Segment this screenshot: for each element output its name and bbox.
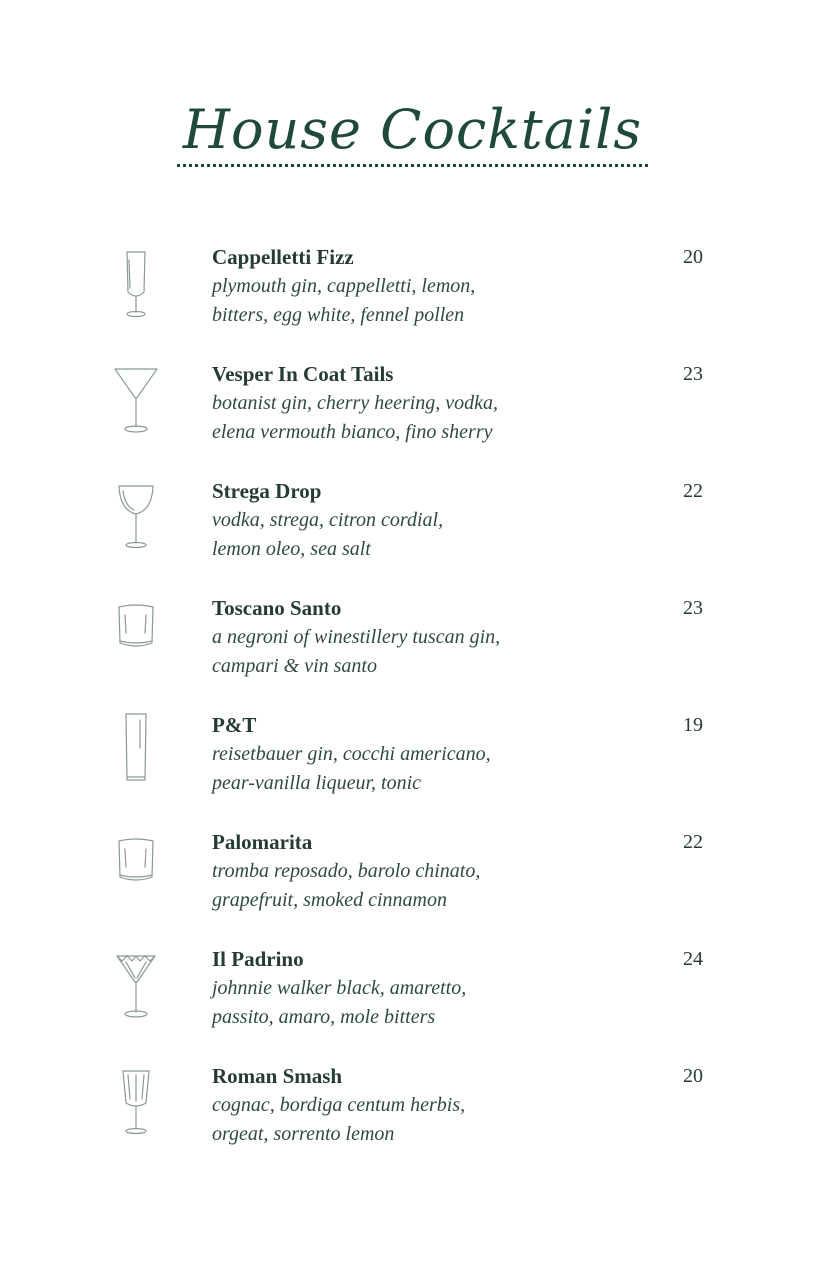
item-price: 23 [683, 597, 703, 619]
item-description: vodka, strega, citron cordial, lemon oleo, sea salt [212, 509, 444, 560]
item-description: johnnie walker black, amaretto, passito, amaro, mole bitters [212, 977, 467, 1028]
item-price: 22 [683, 831, 703, 853]
cocktail-list [0, 240, 825, 1176]
list-item [0, 1059, 825, 1176]
item-description: tromba reposado, barolo chinato, grapefruit, smoked cinnamon [212, 860, 481, 911]
item-price: 20 [683, 1065, 703, 1087]
item-price: 23 [683, 363, 703, 385]
nick-and-nora-glass-icon [108, 474, 164, 554]
title-block [0, 100, 825, 167]
julep-stem-glass-icon [108, 1059, 164, 1139]
item-description: plymouth gin, cappelletti, lemon, bitters, egg white, fennel pollen [212, 275, 476, 326]
item-name: Palomarita [212, 830, 313, 854]
item-name: Il Padrino [212, 947, 304, 971]
item-price: 22 [683, 480, 703, 502]
item-description: a negroni of winestillery tuscan gin, campari & vin santo [212, 626, 501, 677]
list-item [0, 825, 825, 942]
rocks-glass-icon [108, 591, 164, 671]
fluted-coupe-glass-icon [108, 942, 164, 1022]
list-item [0, 591, 825, 708]
page-title: House Cocktails [177, 100, 648, 167]
item-price: 19 [683, 714, 703, 736]
item-description: botanist gin, cherry heering, vodka, elena vermouth bianco, fino sherry [212, 392, 499, 443]
item-price: 20 [683, 246, 703, 268]
item-name: Toscano Santo [212, 596, 342, 620]
item-name: Cappelletti Fizz [212, 245, 354, 269]
item-description: reisetbauer gin, cocchi americano, pear-vanilla liqueur, tonic [212, 743, 491, 794]
list-item [0, 357, 825, 474]
list-item [0, 708, 825, 825]
flute-glass-icon [108, 240, 164, 320]
item-price: 24 [683, 948, 703, 970]
martini-glass-icon [108, 357, 164, 437]
collins-glass-icon [108, 708, 164, 788]
item-name: P&T [212, 713, 257, 737]
item-description: cognac, bordiga centum herbis, orgeat, sorrento lemon [212, 1094, 466, 1145]
list-item [0, 240, 825, 357]
list-item [0, 942, 825, 1059]
rocks-glass-icon [108, 825, 164, 905]
list-item [0, 474, 825, 591]
item-name: Vesper In Coat Tails [212, 362, 394, 386]
item-name: Strega Drop [212, 479, 322, 503]
item-name: Roman Smash [212, 1064, 343, 1088]
